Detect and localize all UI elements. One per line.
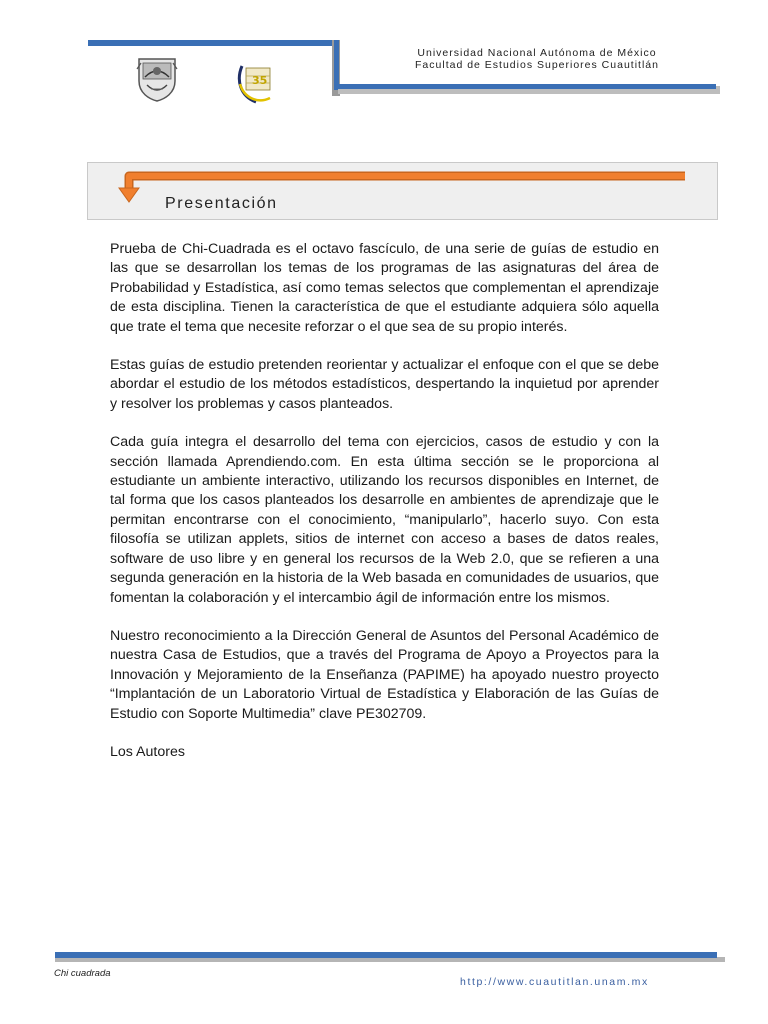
- signature: Los Autores: [110, 743, 185, 760]
- university-name: Universidad Nacional Autónoma de México: [417, 47, 657, 59]
- presentation-body: [110, 240, 659, 781]
- footer-document-label: Chi cuadrada: [54, 968, 111, 979]
- paragraph: Estas guías de estudio pretenden reorientar y actualizar el enfoque con el que se debe abordar el estudio de los métodos estadísticos, despertando la inquietud por aprender y resolver los problemas y casos planteados.: [110, 357, 659, 412]
- paragraph: Cada guía integra el desarrollo del tema con ejercicios, casos de estudio y con la sección llamada Aprendiendo.com. En esta última sección se le proporciona al estudiante un ambiente interactivo, utilizando los recursos disponibles en Internet, de tal forma que los casos planteados los desarrolle en ambientes de aprendizaje que le permitan encontrarse con el conocimiento, “manipularlo”, hacerlo suyo. Con esta filosofía se utilizan applets, sitios de internet con acceso a bases de datos reales, software de uso libre y en general los recursos de la Web 2.0, que se refieren a una segunda generación en la historia de la Web basada en comunidades de usuarios, que fomentan la colaboración y el intercambio ágil de información entre los mismos.: [110, 434, 659, 606]
- institution-heading: [372, 47, 702, 71]
- paragraph: Prueba de Chi-Cuadrada es el octavo fascículo, de una serie de guías de estudio en las que se desarrollan los temas de los programas de las asignaturas del área de Probabilidad y Estadística, así como temas selectos que complementan el aprendizaje de esta disciplina. Tienen la característica de que el estudiante adquiera sólo aquella que trate el tema que necesite reforzar o el que sea de su propio interés.: [110, 241, 659, 335]
- header-horizontal-bar: [338, 84, 716, 89]
- footer-bar: [55, 952, 717, 958]
- fes-cuautitlan-logo-icon: [234, 56, 276, 106]
- section-title: Presentación: [165, 195, 278, 212]
- faculty-name: Facultad de Estudios Superiores Cuautitlán: [415, 59, 659, 71]
- header-vertical-bar: [334, 40, 339, 90]
- unam-crest-icon: [133, 55, 181, 103]
- footer-url-link[interactable]: http://www.cuautitlan.unam.mx: [460, 976, 649, 988]
- svg-text:35: 35: [252, 74, 268, 87]
- paragraph: Nuestro reconocimiento a la Dirección General de Asuntos del Personal Académico de nuestra Casa de Estudios, que a través del Programa de Apoyo a Proyectos para la Innovación y Mejoramiento de la Enseñanza (PAPIME) ha apoyado nuestro proyecto “Implantación de un Laboratorio Virtual de Estadística y Elaboración de las Guías de Estudio con Soporte Multimedia” clave PE302709.: [110, 627, 659, 722]
- header-top-bar: [88, 40, 338, 46]
